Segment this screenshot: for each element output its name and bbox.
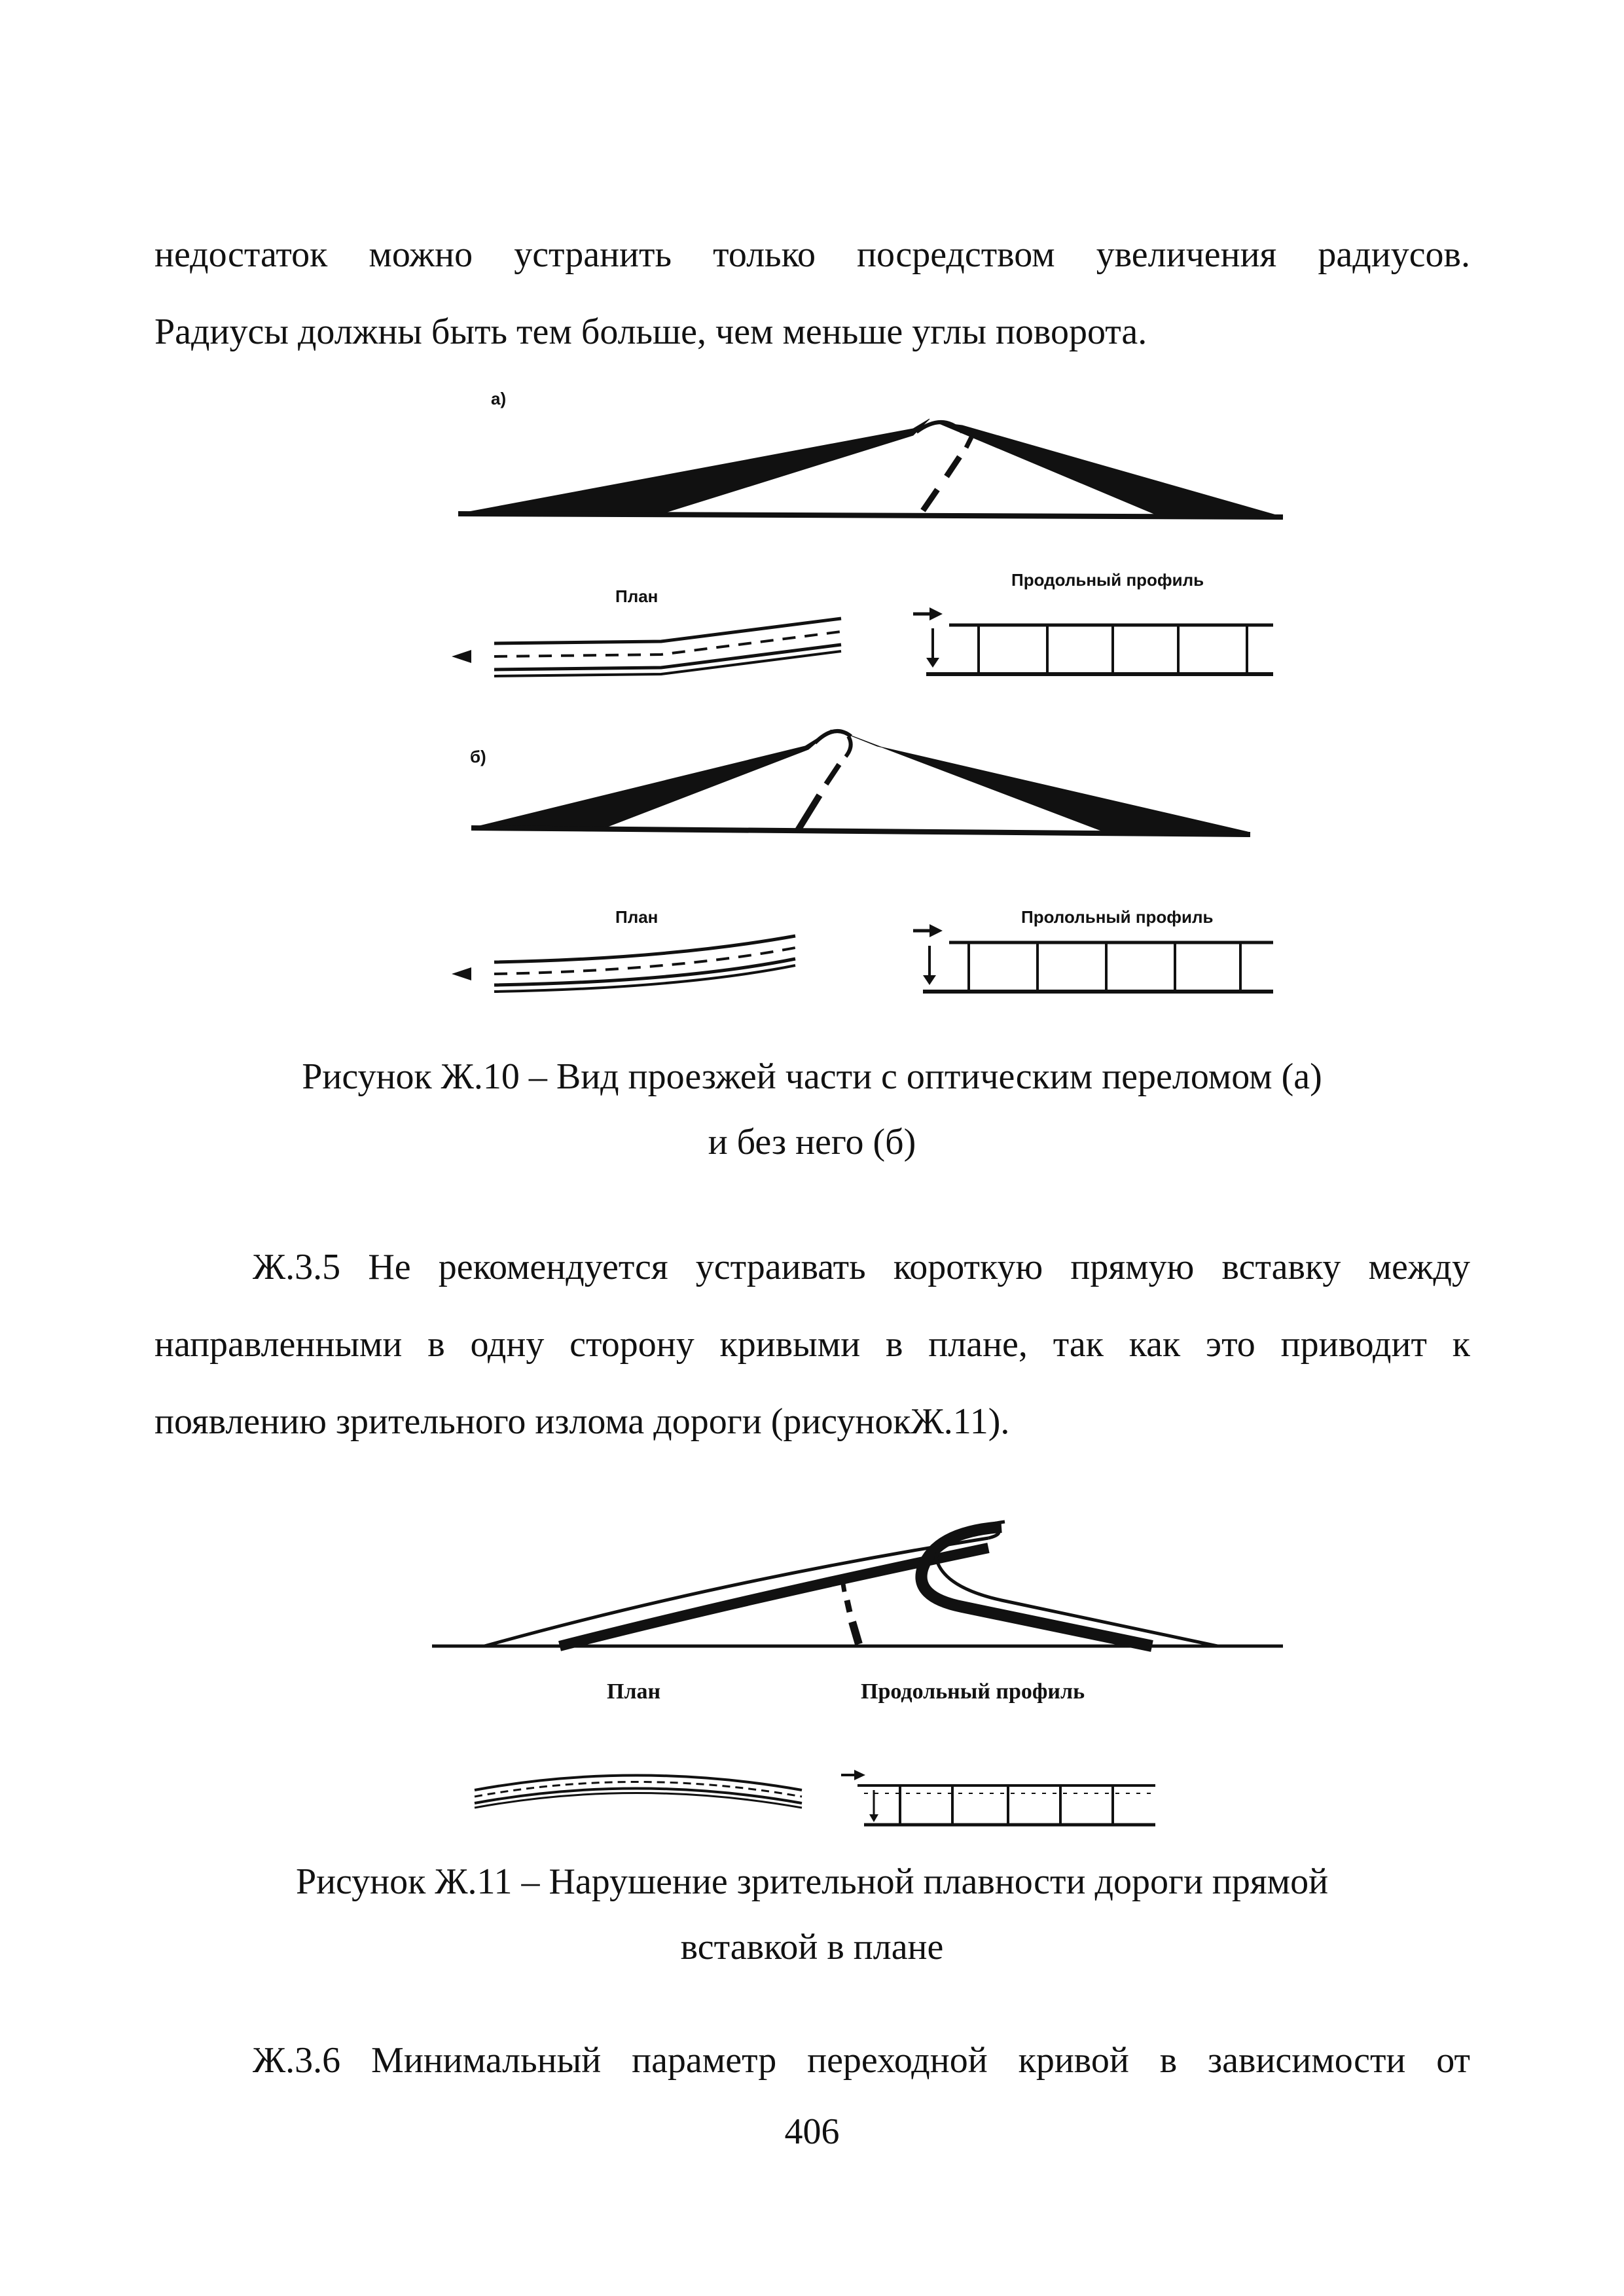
arrow-down-icon [869,1814,878,1822]
paragraph2-line2: направленными в одну сторону кривыми в плане, так как это приводит к [154,1324,1470,1365]
profile-label-11: Продольный профиль [861,1679,1085,1704]
paragraph2-line3: появлению зрительного излома дороги (рисунокЖ.11). [154,1401,1010,1442]
road-perspective-11 [432,1522,1283,1646]
plan-label-a: План [615,586,659,606]
figure10-caption-line1: Рисунок Ж.10 – Вид проезжей части с оптическим переломом (а) [302,1056,1322,1097]
page-number: 406 [784,2111,840,2152]
paragraph3-line1: Ж.3.6 Минимальный параметр переходной кривой в зависимости от [253,2040,1470,2081]
profile-grid-11 [841,1770,1155,1825]
paragraph-zh-3-6 [154,2041,1470,2080]
figure11-caption-line2: вставкой в плане [680,1927,944,1967]
plan-label-11: План [607,1679,661,1704]
profile-label-b: Пролольный профиль [1021,907,1214,927]
arrow-right-icon [854,1770,865,1780]
figure10-label-b: б) [470,747,486,766]
profile-label-a: Продольный профиль [1011,570,1204,590]
plan-road-11 [475,1776,802,1808]
figure10-label-a: а) [491,389,507,408]
paragraph1-line2: Радиусы должны быть тем больше, чем меньше углы поворота. [154,312,1147,352]
paragraph2-line1: Ж.3.5 Не рекомендуется устраивать короткую прямую вставку между [253,1247,1470,1287]
figure11-caption [0,1849,1624,1980]
paragraph1-line1: недостаток можно устранить только посредством увеличения радиусов. [154,234,1470,275]
figure11-caption-line1: Рисунок Ж.11 – Нарушение зрительной плавности дороги прямой [295,1861,1329,1902]
figure10-caption-line2: и без него (б) [708,1122,916,1162]
plan-label-b: План [615,907,659,927]
